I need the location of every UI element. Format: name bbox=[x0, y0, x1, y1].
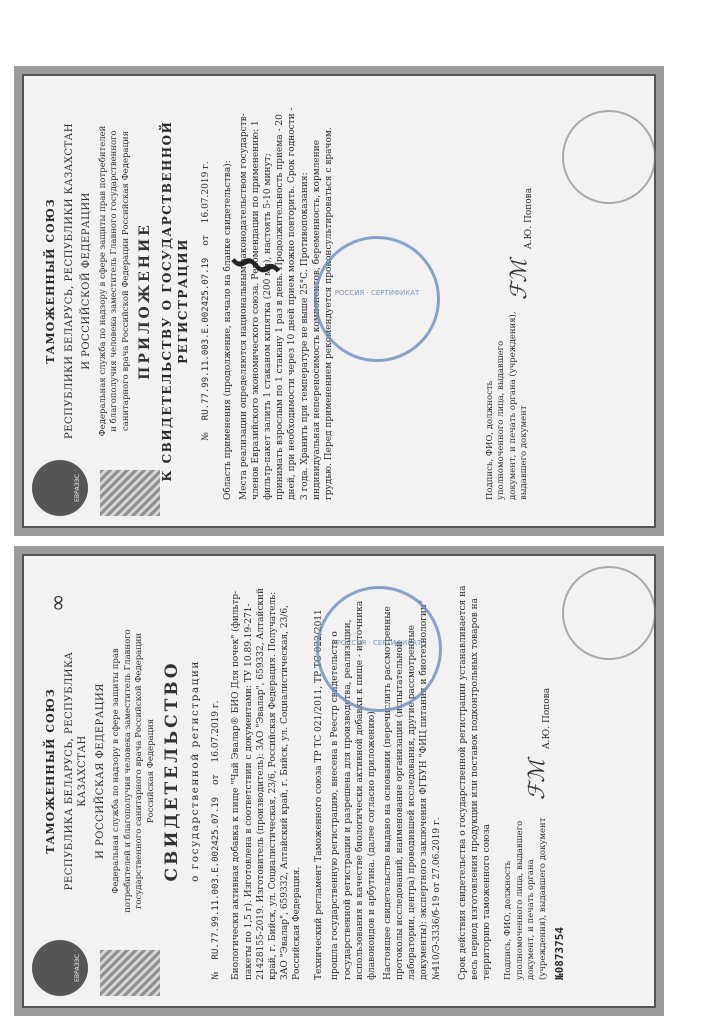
countries-line-2: И РОССИЙСКАЯ ФЕДЕРАЦИЯ bbox=[94, 683, 106, 859]
countries-line-1: РЕСПУБЛИКА БЕЛАРУСЬ, РЕСПУБЛИКА КАЗАХСТАН bbox=[63, 651, 89, 891]
evrazes-logo-icon: ЕВРАЗЭС bbox=[32, 460, 88, 516]
signature-icon: ℱℳ bbox=[507, 259, 533, 300]
countries-line-1: РЕСПУБЛИКИ БЕЛАРУСЬ, РЕСПУБЛИКИ КАЗАХСТАН bbox=[63, 123, 75, 439]
validity-statement: Срок действия свидетельства о государственной регистрации устанавливается на весь период изготовления продукции или поставок подконтрольных товаров на территорию таможенного союза bbox=[457, 585, 492, 980]
appendix-sheet bbox=[14, 66, 664, 536]
official-seal-icon bbox=[562, 566, 656, 660]
date-label: от bbox=[211, 774, 222, 785]
signature-caption: Подпись, ФИО, должность уполномоченного лица, выдавшего документ, и печать органа (учреждения), выдавшего документ bbox=[484, 311, 530, 500]
union-title: ТАМОЖЕННЫЙ СОЮЗ bbox=[44, 198, 57, 364]
evrazes-logo-icon: ЕВРАЗЭС bbox=[32, 940, 88, 996]
form-serial-number: №0873754 bbox=[553, 927, 567, 980]
barcode-mark-icon bbox=[100, 470, 160, 516]
product-description: Биологически активная добавка к пище "Чай Эвалар® БИО Для почек" (фильтр-пакеты по 1,5 г). Изготовлена в соответствии с документами: ТУ 10.89.19-271-21428155-2019. Изготовитель (производитель): ЗАО "Эвалар", 659332, Алтайский край, г. Бийск, ул. Социалистическая, 23/6, Российская Федерация. Получатель: ЗАО "Эвалар", 659332, Алтайский край, г. Бийск, ул. Социалистическая, 23/6, Российская Федерация. bbox=[231, 587, 303, 980]
signatory-name: А.Ю. Попова bbox=[541, 687, 552, 750]
certificate-sheet bbox=[14, 546, 664, 1016]
number-label: № bbox=[200, 432, 211, 441]
countries-line-2: И РОССИЙСКОЙ ФЕДЕРАЦИИ bbox=[81, 192, 93, 370]
registration-date: 16.07.2019 г. bbox=[200, 161, 211, 224]
official-seal-icon bbox=[562, 110, 656, 204]
signatory-name: А.Ю. Попова bbox=[523, 187, 534, 250]
stamp-text: РОССИЯ · СЕРТИФИКАТ bbox=[334, 289, 420, 297]
union-title: ТАМОЖЕННЫЙ СОЮЗ bbox=[44, 688, 57, 854]
issuing-agency: Федеральная служба по надзору в сфере защиты прав потребителей и благополучия человека заместитель Главного государственного санитарного врача Российской Федерации Российская Федерация bbox=[97, 125, 131, 437]
registration-date: 16.07.2019 г. bbox=[211, 700, 222, 763]
registration-number: RU.77.99.11.003.E.002425.07.19 bbox=[200, 257, 211, 421]
signature-icon: ℱℳ bbox=[525, 759, 551, 800]
registration-statement: прошла государственную регистрацию, внесена в Реестр свидетельств о государственной регистрации и разрешена для производства, реализации, использования в качестве биологически активной добавки к пище - источника флавоноидов и арбутина. (далее согласно приложению) bbox=[330, 600, 377, 980]
technical-regulation: Технический регламент Таможенного союза ТР ТС 021/2011, ТР ТС 022/2011 bbox=[314, 609, 325, 980]
large-pen-stroke-icon: ⌇ bbox=[223, 256, 294, 286]
stamp-text: РОССИЯ · СЕРТИФИКАТ bbox=[336, 639, 422, 647]
usage-details: Места реализации определяются национальным законодательством государств-членов Евразийского экономического союза. Рекомендации по применению: 1 фильтр-пакет залить 1 стаканом кипятка (200 мл), настоять 5-10 минут; принимать взрослым по 1 стакану 1 раз в день. Продолжительность приема - 20 дней, при необходимости через 10 дней прием можно повторить. Срок годности - 3 года. Хранить при температуре не выше 25°С. Противопоказания: индивидуальная непереносимость компонентов, беременность, кормление грудью. Перед применением рекомендуется проконсультироваться с врачом. bbox=[238, 107, 334, 500]
document-title: ПРИЛОЖЕНИЕ bbox=[137, 222, 154, 380]
number-label: № bbox=[211, 971, 222, 980]
basis-statement: Настоящее свидетельство выдано на основании (перечислить рассмотренные протоколы исследований, наименование организации (испытательной лаборатории, центра) проводившей исследования, другие рассмотренные документы): экспертного заключения ФГБУН "ФИЦ питания и биотехнологии" №410/Э-3336/б-19 от 27.06.2019 г. bbox=[383, 600, 442, 980]
registration-number-line bbox=[200, 102, 212, 500]
barcode-mark-icon bbox=[100, 950, 160, 996]
registration-number-line bbox=[210, 582, 222, 980]
date-label: от bbox=[200, 235, 211, 246]
registration-number: RU.77.99.11.003.E.002425.07.19 bbox=[211, 796, 222, 960]
issuing-agency: Федеральная служба по надзору в сфере защиты прав потребителей и благополучия человека заместитель Главного государственного санитарного врача Российской Федерации Российская Федерация bbox=[111, 629, 156, 913]
blue-round-stamp-icon bbox=[314, 236, 440, 362]
scope-heading: Область применения (продолжение, начало на бланке свидетельства): bbox=[222, 160, 233, 500]
document-subtitle: о государственной регистрации bbox=[189, 660, 202, 882]
signature-caption: Подпись, ФИО, должность уполномоченного лица, выдавшего документ, и печать органа (учреждения), выдавшего документ bbox=[503, 817, 548, 980]
blue-round-stamp-icon bbox=[316, 586, 442, 712]
document-subtitle: К СВИДЕТЕЛЬСТВУ О ГОСУДАРСТВЕННОЙ РЕГИСТРАЦИИ bbox=[160, 120, 191, 482]
customs-union-logo-icon: ∞ bbox=[46, 593, 71, 612]
document-title: СВИДЕТЕЛЬСТВО bbox=[162, 660, 183, 882]
